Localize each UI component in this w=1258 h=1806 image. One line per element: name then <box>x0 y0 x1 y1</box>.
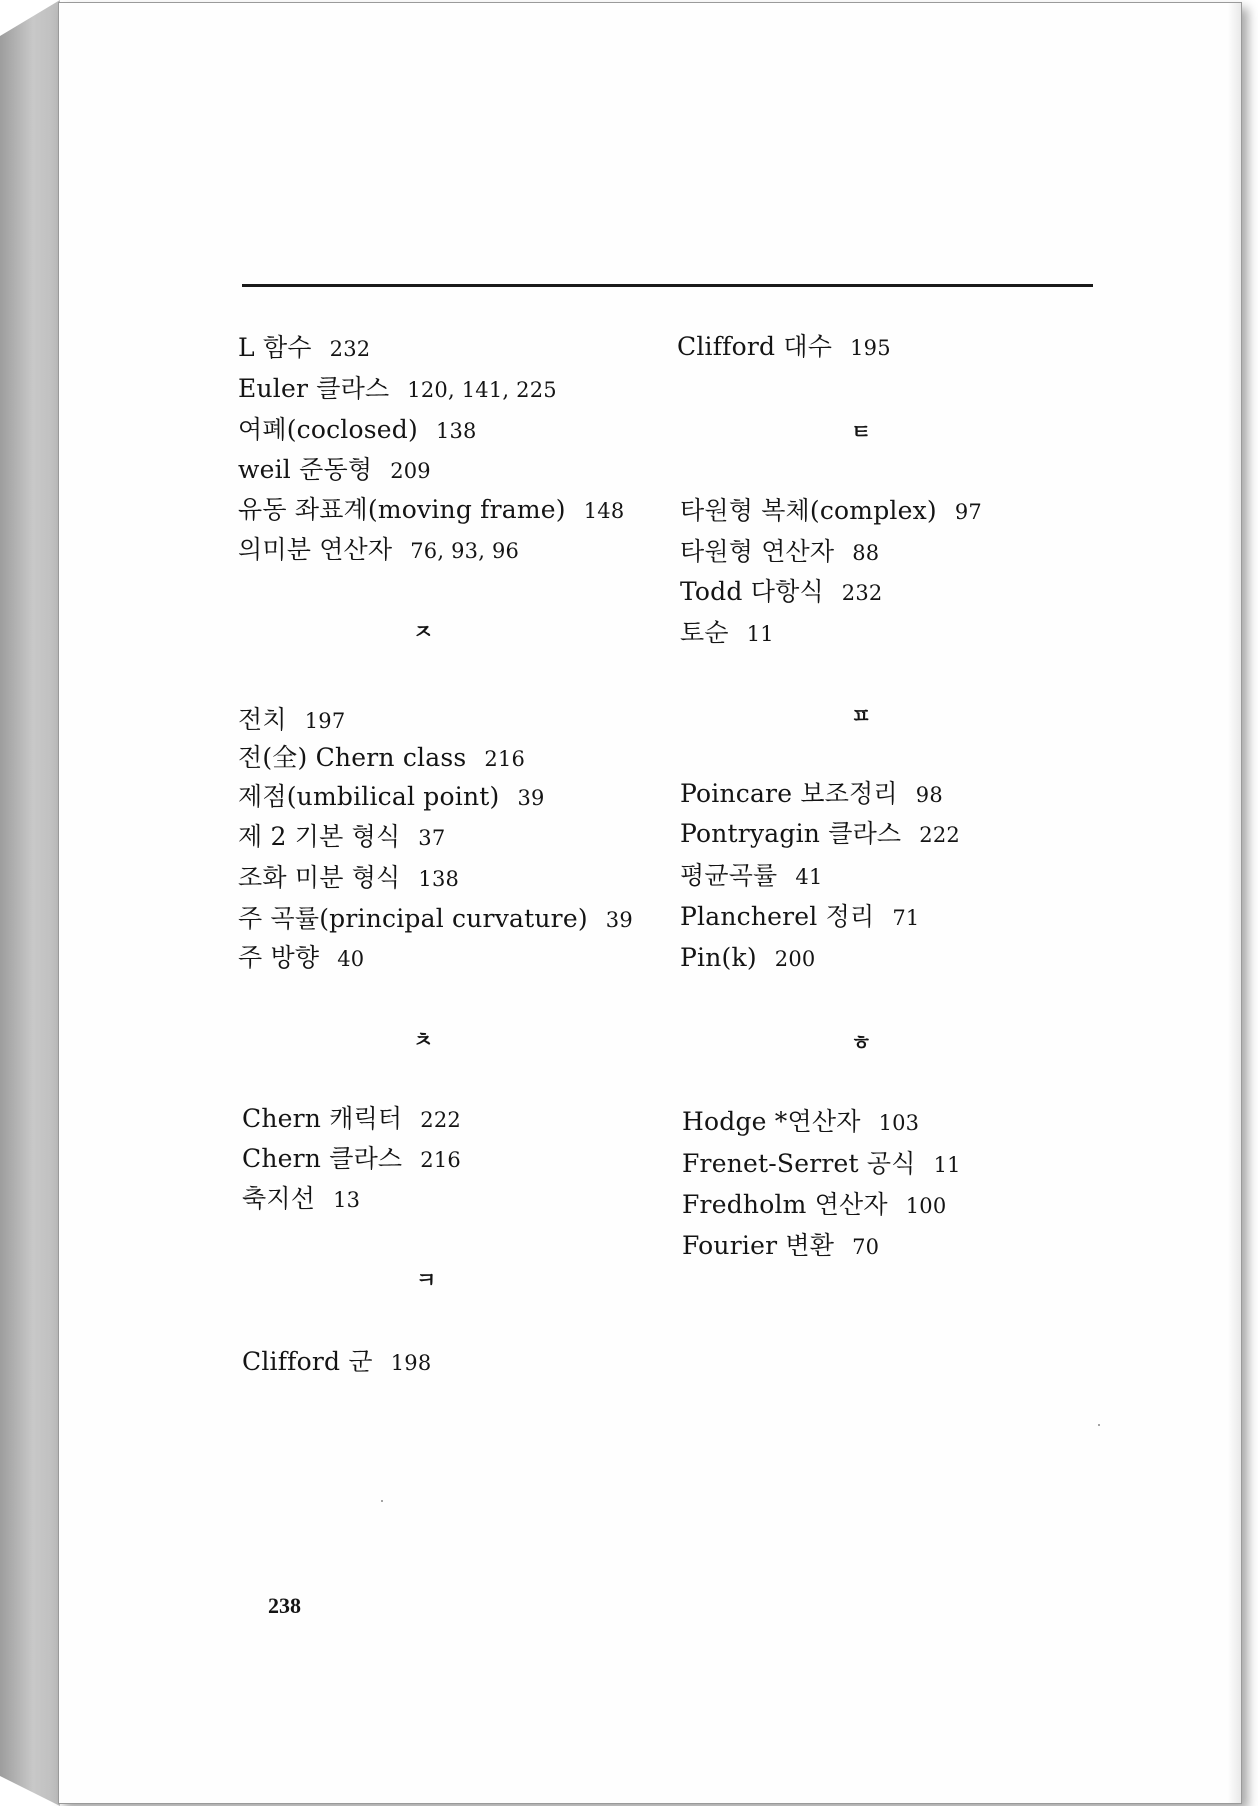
index-entry <box>680 861 823 892</box>
page-number: 238 <box>268 1593 301 1618</box>
index-entry <box>238 943 364 974</box>
index-term: 제 2 기본 형식 <box>238 822 401 851</box>
index-term: 평균곡률 <box>680 861 778 890</box>
index-entry <box>238 822 445 853</box>
page-ref: 222 <box>919 823 960 847</box>
index-term: Chern 캐릭터 <box>242 1104 403 1133</box>
index-entry <box>238 863 459 894</box>
section-header-letter: ㅎ <box>851 1031 872 1055</box>
index-term: Chern 클라스 <box>242 1144 403 1173</box>
page-ref: 98 <box>915 783 943 807</box>
index-entry <box>238 904 633 935</box>
page-ref: 76, 93, 96 <box>410 539 520 563</box>
page-ref: 39 <box>605 908 633 932</box>
index-term: 전(全) Chern class <box>238 743 467 772</box>
index-term: Fredholm 연산자 <box>682 1190 888 1219</box>
index-entry <box>680 902 919 933</box>
index-entry <box>238 705 345 736</box>
index-entry <box>238 374 557 405</box>
page-ref: 209 <box>390 459 431 483</box>
page-ref: 41 <box>795 865 823 889</box>
index-entry <box>238 535 519 566</box>
page-ref: 148 <box>583 499 625 523</box>
page-ref: 138 <box>435 419 477 443</box>
index-entry <box>680 537 879 568</box>
page-ref: 120, 141, 225 <box>407 378 557 402</box>
index-entry <box>242 1347 431 1378</box>
index-term: 제점(umbilical point) <box>238 782 500 811</box>
section-header-letter: ㅌ <box>851 420 872 444</box>
index-term: Pin(k) <box>680 943 757 972</box>
page-ref: 198 <box>390 1351 432 1375</box>
book-page <box>58 2 1242 1804</box>
index-term: 축지선 <box>242 1184 316 1213</box>
page-ref: 232 <box>841 581 883 605</box>
section-header-letter: ㅋ <box>416 1268 437 1292</box>
index-entry <box>680 779 943 810</box>
index-term: Todd 다항식 <box>680 577 824 606</box>
index-term: Frenet-Serret 공식 <box>682 1149 916 1178</box>
page-ref: 232 <box>329 337 371 361</box>
index-term: 여폐(coclosed) <box>238 415 418 444</box>
index-term: Clifford 대수 <box>677 332 833 361</box>
index-term: Plancherel 정리 <box>680 902 875 931</box>
index-term: 토순 <box>680 618 729 647</box>
section-header-letter: ㅊ <box>413 1028 434 1052</box>
page-ref: 195 <box>850 336 891 360</box>
index-entry <box>238 782 545 813</box>
page-ref: 216 <box>420 1148 461 1172</box>
print-speck <box>381 1500 383 1502</box>
index-entry <box>682 1149 961 1180</box>
index-term: 전치 <box>238 705 287 734</box>
index-term: Hodge *연산자 <box>682 1107 861 1136</box>
page-edge <box>1227 3 1241 1803</box>
page-ref: 71 <box>892 906 920 930</box>
book-spine <box>0 0 60 1806</box>
page-ref: 13 <box>333 1188 361 1212</box>
index-term: 의미분 연산자 <box>238 535 393 564</box>
page-ref: 37 <box>418 826 446 850</box>
index-entry <box>680 577 882 608</box>
index-entry <box>680 496 982 527</box>
index-entry <box>238 415 477 446</box>
index-term: Euler 클라스 <box>238 374 390 403</box>
index-term: Pontryagin 클라스 <box>680 819 902 848</box>
index-term: Fourier 변환 <box>682 1231 835 1260</box>
index-entry <box>242 1104 461 1135</box>
index-entry <box>682 1190 946 1221</box>
index-entry <box>680 819 960 850</box>
index-entry <box>238 333 370 364</box>
index-entry <box>238 495 624 526</box>
index-entry <box>682 1231 879 1262</box>
section-header-letter: ㅍ <box>851 704 872 728</box>
page-ref: 40 <box>337 947 365 971</box>
page-ref: 197 <box>304 709 346 733</box>
index-term: 조화 미분 형식 <box>238 863 401 892</box>
page-ref: 97 <box>954 500 982 524</box>
index-entry <box>242 1184 360 1215</box>
page-ref: 103 <box>878 1111 920 1135</box>
page-ref: 39 <box>517 786 545 810</box>
index-entry <box>677 332 891 363</box>
index-entry <box>680 943 815 974</box>
index-entry <box>242 1144 461 1175</box>
index-term: 유동 좌표계(moving frame) <box>238 495 566 524</box>
index-entry <box>238 743 525 774</box>
index-term: Poincare 보조정리 <box>680 779 898 808</box>
page-ref: 11 <box>746 622 774 646</box>
index-entry <box>238 455 431 486</box>
section-header-letter: ㅈ <box>413 620 434 644</box>
index-term: weil 준동형 <box>238 455 373 484</box>
index-entry <box>682 1107 919 1138</box>
page-ref: 200 <box>774 947 816 971</box>
page-ref: 100 <box>905 1194 947 1218</box>
index-term: 주 방향 <box>238 943 320 972</box>
page-ref: 138 <box>418 867 460 891</box>
page-ref: 11 <box>933 1153 961 1177</box>
index-term: 타원형 복체(complex) <box>680 496 937 525</box>
index-term: Clifford 군 <box>242 1347 373 1376</box>
index-term: 타원형 연산자 <box>680 537 835 566</box>
page-ref: 216 <box>484 747 526 771</box>
page-ref: 70 <box>852 1235 880 1259</box>
print-speck <box>1098 1424 1100 1426</box>
page-ref: 88 <box>852 541 880 565</box>
index-term: L 함수 <box>238 333 312 362</box>
index-term: 주 곡률(principal curvature) <box>238 904 588 933</box>
page-ref: 222 <box>420 1108 461 1132</box>
header-rule <box>242 284 1093 287</box>
index-entry <box>680 618 774 649</box>
